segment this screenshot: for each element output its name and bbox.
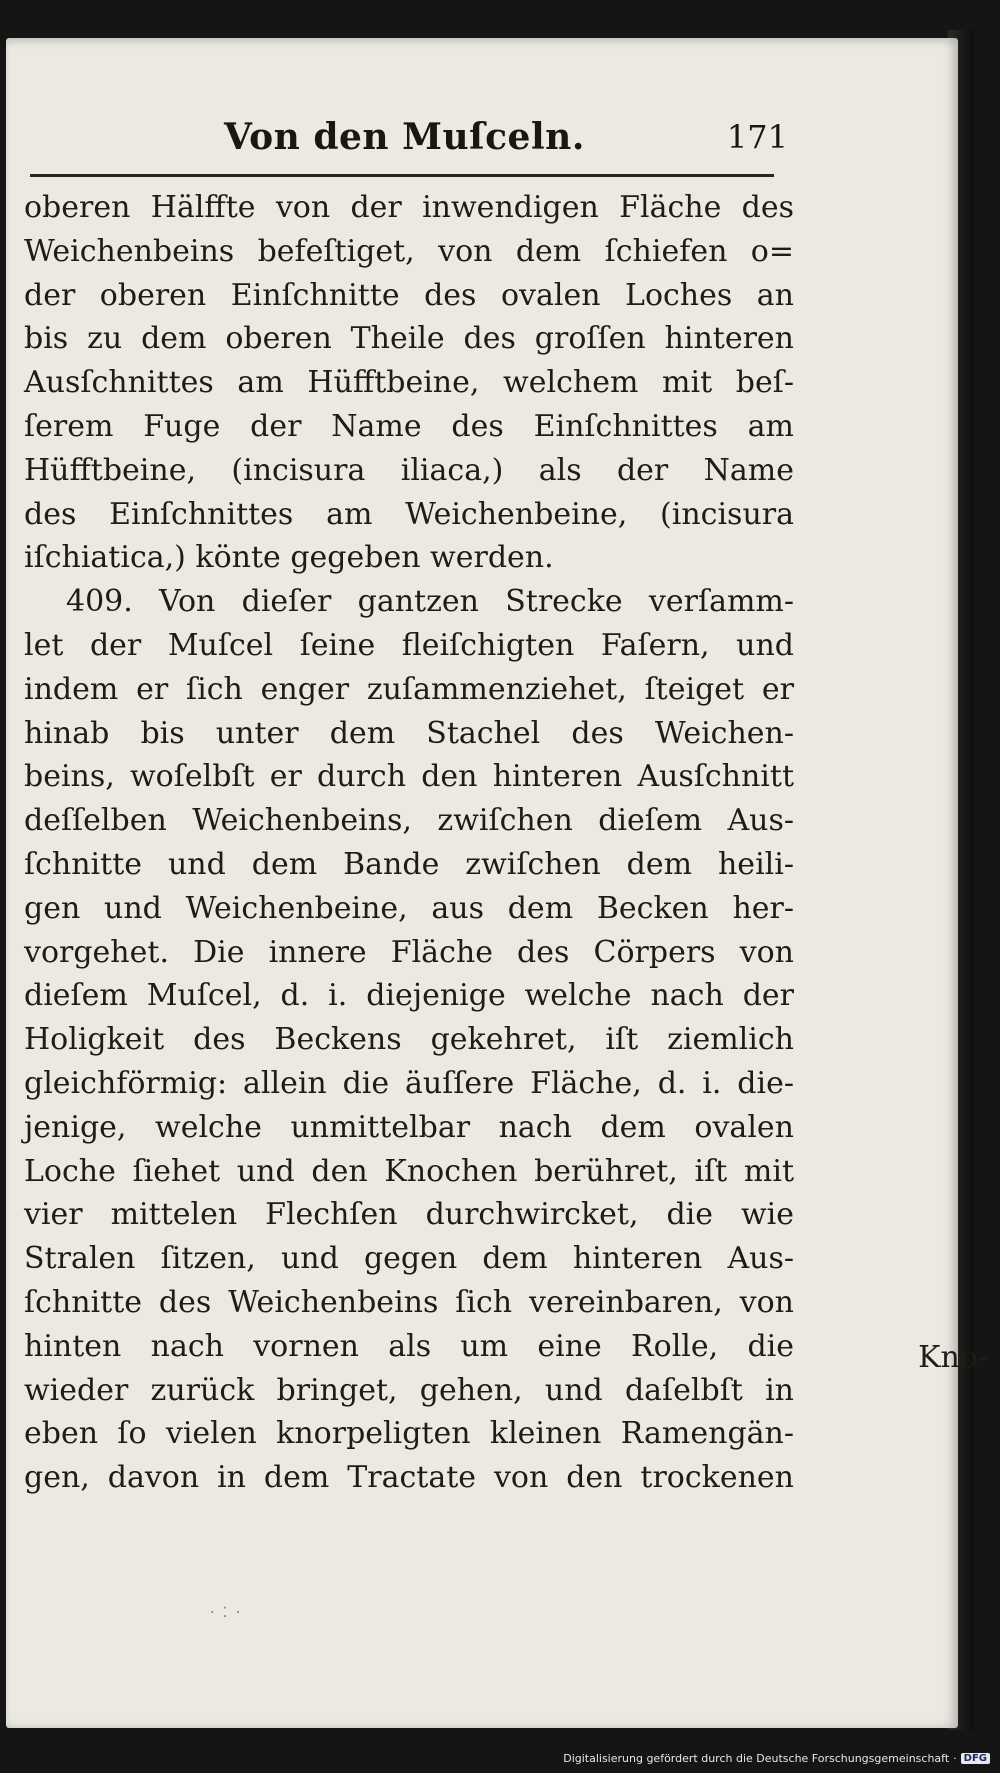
catchword: Kno- <box>918 1340 988 1375</box>
text-line: iſchiatica,) könte gegeben werden. <box>24 540 554 576</box>
body-text <box>24 186 794 1500</box>
text-line: jenige, welche unmittelbar nach dem ovalen <box>24 1109 794 1145</box>
page-number: 171 <box>726 118 788 156</box>
text-line: wieder zurück bringet, gehen, und daſelbſt in <box>24 1372 794 1408</box>
text-line: vorgehet. Die innere Fläche des Cörpers von <box>24 934 794 970</box>
digitization-credit: Digitalisierung gefördert durch die Deutsche Forschungsgemeinschaft · DFG <box>563 1752 990 1765</box>
text-line: beins, woſelbſt er durch den hinteren Ausſchnitt <box>24 759 794 795</box>
text-line: Weichenbeins befeſtiget, von dem ſchiefen o= <box>24 233 794 269</box>
text-line: deſſelben Weichenbeins, zwiſchen dieſem Aus- <box>24 803 794 839</box>
running-title: Von den Muſceln. <box>224 116 585 158</box>
text-line: ſchnitte und dem Bande zwiſchen dem heili- <box>24 846 794 882</box>
text-line: dieſem Muſcel, d. i. diejenige welche nach der <box>24 978 794 1014</box>
text-line: let der Muſcel ſeine fleiſchigten Faſern, und <box>24 627 794 663</box>
text-line: gleichförmig: allein die äuſſere Fläche, d. i. die- <box>24 1065 794 1101</box>
text-line: Stralen ſitzen, und gegen dem hinteren Aus- <box>24 1241 794 1277</box>
text-line: gen und Weichenbeine, aus dem Becken her- <box>24 890 794 926</box>
text-line: bis zu dem oberen Theile des groſſen hinteren <box>24 321 794 357</box>
text-line: Loche ſiehet und den Knochen berühret, iſt mit <box>24 1153 794 1189</box>
header-rule <box>30 174 774 177</box>
text-line: gen, davon in dem Tractate von den trockenen <box>24 1460 794 1496</box>
text-line: ſerem Fuge der Name des Einſchnittes am <box>24 408 794 444</box>
text-line: der oberen Einſchnitte des ovalen Loches an <box>24 277 794 313</box>
credit-text: Digitalisierung gefördert durch die Deutsche Forschungsgemeinschaft <box>563 1752 950 1765</box>
text-line: hinab bis unter dem Stachel des Weichen- <box>24 715 794 751</box>
text-line: eben ſo vielen knorpeligten kleinen Ramengän- <box>24 1416 794 1452</box>
page-header <box>24 80 794 170</box>
paper-specks: · ⁚ · <box>210 1605 243 1621</box>
text-line: Hüfftbeine, (incisura iliaca,) als der Name <box>24 452 794 488</box>
dfg-logo-icon: DFG <box>961 1753 990 1764</box>
text-line: Ausſchnittes am Hüfftbeine, welchem mit beſ- <box>24 365 794 401</box>
text-line: hinten nach vornen als um eine Rolle, die <box>24 1328 794 1364</box>
text-line: des Einſchnittes am Weichenbeine, (incisura <box>24 496 794 532</box>
paragraph-start-409: 409. Von dieſer gantzen Strecke verſamm- <box>66 584 794 620</box>
text-line: Holigkeit des Beckens gekehret, iſt ziemlich <box>24 1022 794 1058</box>
text-line: oberen Hälffte von der inwendigen Fläche des <box>24 190 794 225</box>
text-line: ſchnitte des Weichenbeins ſich vereinbaren, von <box>24 1284 794 1320</box>
text-line: indem er ſich enger zuſammenziehet, ſteiget er <box>24 671 794 707</box>
text-line: vier mittelen Flechſen durchwircket, die wie <box>24 1197 794 1233</box>
